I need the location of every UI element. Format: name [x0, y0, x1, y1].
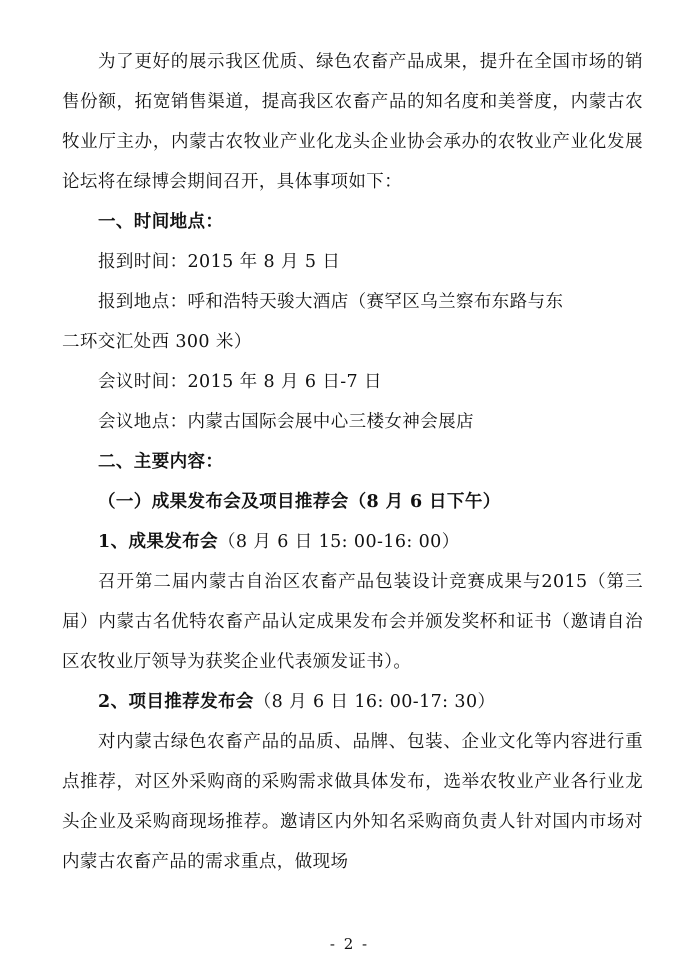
- page-number: - 2 -: [329, 935, 370, 953]
- registration-place-line-2: 二环交汇处西 300 米）: [62, 332, 252, 352]
- item-one-heading-label: 1、成果发布会: [98, 532, 218, 552]
- meeting-time-line: 会议时间：2015 年 8 月 6 日-7 日: [98, 372, 382, 392]
- item-two-heading: [62, 682, 643, 722]
- item-two-heading-label: 2、项目推荐发布会: [98, 692, 254, 712]
- section-heading-two: 二、主要内容：: [98, 452, 224, 472]
- intro-paragraph: 为了更好的展示我区优质、绿色农畜产品成果，提升在全国市场的销售份额，拓宽销售渠道，提高我区农畜产品的知名度和美誉度，内蒙古农牧业厅主办，内蒙古农牧业产业化龙头企业协会承办的农牧业产业化发展论坛将在绿博会期间召开，具体事项如下：: [62, 52, 643, 192]
- meeting-place-line: 会议地点：内蒙古国际会展中心三楼女神会展店: [98, 412, 474, 432]
- registration-place-line-1: 报到地点：呼和浩特天骏大酒店（赛罕区乌兰察布东路与东: [98, 292, 564, 312]
- item-one-paragraph: 召开第二届内蒙古自治区农畜产品包装设计竞赛成果与2015（第三届）内蒙古名优特农畜产品认定成果发布会并颁发奖杯和证书（邀请自治区农牧业厅领导为获奖企业代表颁发证书）。: [62, 572, 643, 672]
- item-one-heading-time: （8 月 6 日 15: 00-16: 00）: [217, 532, 460, 552]
- registration-time-line: 报到时间：2015 年 8 月 5 日: [98, 252, 341, 272]
- item-two-paragraph: 对内蒙古绿色农畜产品的品质、品牌、包装、企业文化等内容进行重点推荐，对区外采购商的采购需求做具体发布，选举农牧业产业各行业龙头企业及采购商现场推荐。邀请区内外知名采购商负责人针对国内市场对内蒙古农畜产品的需求重点，做现场: [62, 732, 643, 872]
- item-two-heading-time: （8 月 6 日 16: 00-17: 30）: [253, 692, 496, 712]
- item-one-heading: [62, 522, 643, 562]
- section-heading-one: 一、时间地点：: [98, 212, 224, 232]
- subsection-heading-one: （一）成果发布会及项目推荐会（8 月 6 日下午）: [98, 492, 501, 512]
